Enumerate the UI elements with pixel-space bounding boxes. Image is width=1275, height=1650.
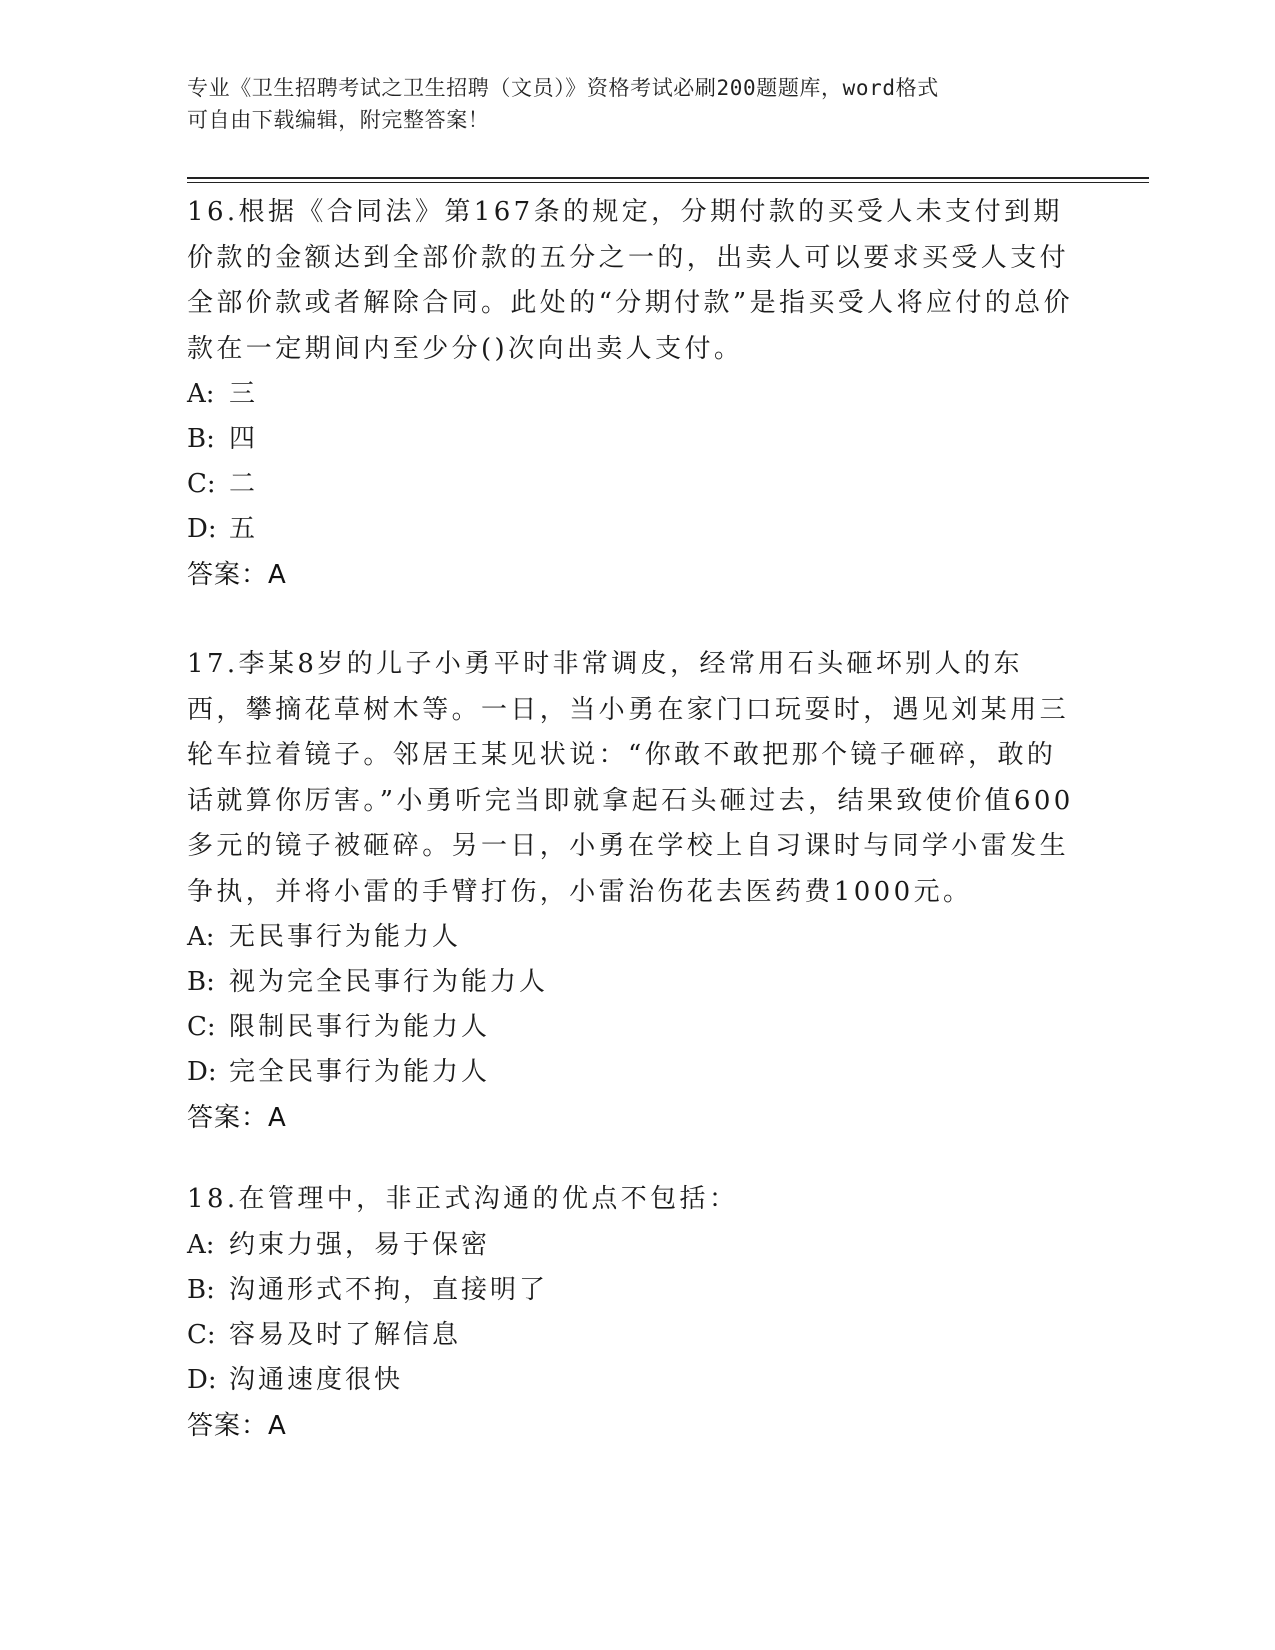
option-letter: B: xyxy=(187,1274,215,1305)
option-text: 视为完全民事行为能力人 xyxy=(229,967,549,997)
option-c xyxy=(187,1313,1077,1358)
option-text: 容易及时了解信息 xyxy=(229,1319,462,1350)
question-spacer xyxy=(187,1141,1077,1177)
option-d xyxy=(187,1358,1077,1403)
question-text: 18.在管理中，非正式沟通的优点不包括： xyxy=(187,1184,739,1214)
header-divider-thin xyxy=(187,182,1149,183)
question-text: 16.根据《合同法》第167条的规定，分期付款的买受人未支付到期价款的金额达到全部价款的五分之一的，出卖人可以要求买受人支付全部价款或者解除合同。此处的“分期付款”是指买受人将应付的总价款在一定期间内至少分()次向出卖人支付。 xyxy=(187,197,1073,364)
option-b xyxy=(187,1268,1077,1313)
question-16 xyxy=(187,190,1077,598)
question-17 xyxy=(187,642,1077,1141)
option-text: 五 xyxy=(229,514,259,544)
answer-line: 答案：A xyxy=(187,1410,287,1441)
option-letter: A: xyxy=(187,379,215,409)
option-text: 无民事行为能力人 xyxy=(229,922,462,952)
document-header xyxy=(187,72,1087,136)
question-18 xyxy=(187,1177,1077,1449)
option-letter: C: xyxy=(187,469,216,499)
option-letter: A: xyxy=(187,1229,215,1260)
option-letter: D: xyxy=(187,1057,217,1087)
header-line-1: 专业《卫生招聘考试之卫生招聘（文员）》资格考试必刷200题题库，word格式 xyxy=(187,76,939,100)
option-letter: D: xyxy=(187,1364,217,1395)
option-c xyxy=(187,462,1077,507)
option-letter: B: xyxy=(187,424,215,454)
option-b xyxy=(187,417,1077,462)
option-text: 四 xyxy=(229,424,259,454)
header-line-2: 可自由下载编辑，附完整答案！ xyxy=(187,108,490,132)
question-list xyxy=(187,190,1077,1449)
option-text: 限制民事行为能力人 xyxy=(229,1012,491,1042)
option-text: 三 xyxy=(229,379,259,409)
option-a xyxy=(187,915,1077,960)
option-a xyxy=(187,1223,1077,1268)
option-letter: A: xyxy=(187,922,215,952)
option-text: 沟通形式不拘，直接明了 xyxy=(229,1274,549,1305)
option-d xyxy=(187,1050,1077,1095)
option-a xyxy=(187,372,1077,417)
option-text: 完全民事行为能力人 xyxy=(229,1057,491,1087)
option-text: 二 xyxy=(229,469,259,499)
answer-line: 答案：A xyxy=(187,1103,287,1133)
option-text: 沟通速度很快 xyxy=(229,1364,404,1395)
option-c xyxy=(187,1005,1077,1050)
option-d xyxy=(187,507,1077,552)
header-divider-thick xyxy=(187,177,1149,179)
answer-line: 答案：A xyxy=(187,560,287,590)
option-b xyxy=(187,960,1077,1005)
option-letter: C: xyxy=(187,1012,216,1042)
option-letter: D: xyxy=(187,514,217,544)
question-text: 17.李某8岁的儿子小勇平时非常调皮，经常用石头砸坏别人的东西，攀摘花草树木等。一日，当小勇在家门口玩耍时，遇见刘某用三轮车拉着镜子。邻居王某见状说：“你敢不敢把那个镜子砸碎，敢的话就算你厉害。”小勇听完当即就拿起石头砸过去，结果致使价值600多元的镜子被砸碎。另一日，小勇在学校上自习课时与同学小雷发生争执，并将小雷的手臂打伤，小雷治伤花去医药费1000元。 xyxy=(187,649,1074,907)
option-text: 约束力强，易于保密 xyxy=(229,1229,491,1260)
question-spacer xyxy=(187,598,1077,642)
option-letter: C: xyxy=(187,1319,216,1350)
option-letter: B: xyxy=(187,967,215,997)
